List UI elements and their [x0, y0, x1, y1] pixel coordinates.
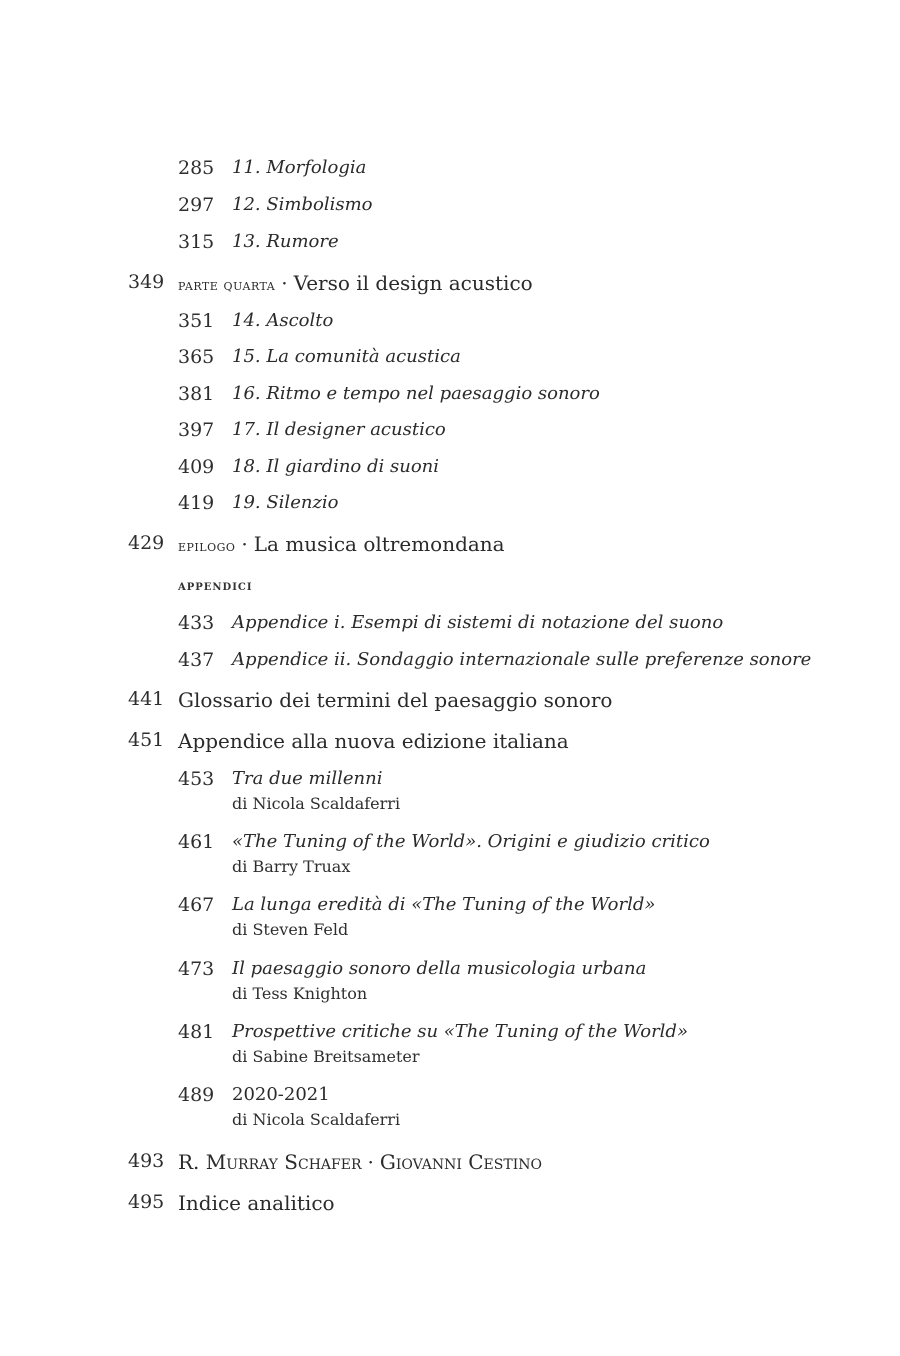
chapter-title: 13. Rumore [232, 231, 339, 252]
essay-author: di Barry Truax [232, 857, 351, 876]
page-number: 365 [178, 346, 215, 368]
essay-title: Il paesaggio sonoro della musicologia urbana [232, 958, 647, 979]
essay-title: La lunga eredità di «The Tuning of the World» [232, 894, 656, 915]
page-number: 351 [178, 310, 215, 332]
essay-author: di Nicola Scaldaferri [232, 1110, 401, 1129]
part-name: La musica oltremondana [253, 532, 505, 556]
page-number: 473 [178, 958, 215, 980]
page-number: 453 [178, 768, 215, 790]
page-number: 315 [178, 231, 215, 253]
essay-title: Tra due millenni [232, 768, 383, 789]
glossary-title: Glossario dei termini del paesaggio sonoro [178, 688, 613, 712]
page-number: 409 [178, 456, 215, 478]
page-number: 397 [178, 419, 215, 441]
new-edition-title: Appendice alla nuova edizione italiana [178, 729, 569, 753]
essay-title: 2020-2021 [232, 1084, 330, 1105]
chapter-title: 12. Simbolismo [232, 194, 373, 215]
part-label: parte quarta [178, 276, 276, 294]
chapter-title: 15. La comunità acustica [232, 346, 461, 367]
part-title [178, 271, 533, 295]
page-number: 467 [178, 894, 215, 916]
page-number: 433 [178, 612, 215, 634]
essay-title: Prospettive critiche su «The Tuning of the World» [232, 1021, 688, 1042]
chapter-title: 17. Il designer acustico [232, 419, 446, 440]
page-number: 429 [128, 532, 165, 554]
chapter-title: 18. Il giardino di suoni [232, 456, 439, 477]
essay-author: di Steven Feld [232, 920, 349, 939]
page-number: 481 [178, 1021, 215, 1043]
essay-author: di Tess Knighton [232, 984, 368, 1003]
page-number: 441 [128, 688, 165, 710]
chapter-title: 14. Ascolto [232, 310, 334, 331]
page-number: 285 [178, 157, 215, 179]
essay-title: «The Tuning of the World». Origini e giudizio critico [232, 831, 710, 852]
page-number: 349 [128, 271, 165, 293]
chapter-title: 11. Morfologia [232, 157, 367, 178]
index-title: Indice analitico [178, 1191, 335, 1215]
chapter-title: 16. Ritmo e tempo nel paesaggio sonoro [232, 383, 600, 404]
page-number: 493 [128, 1150, 165, 1172]
chapter-title: 19. Silenzio [232, 492, 339, 513]
appendix-title: Appendice i. Esempi di sistemi di notazione del suono [232, 612, 724, 633]
appendix-title: Appendice ii. Sondaggio internazionale sulle preferenze sonore [232, 649, 812, 670]
essay-author: di Sabine Breitsameter [232, 1047, 420, 1066]
page-number: 451 [128, 729, 165, 751]
page-number: 419 [178, 492, 215, 514]
page-number: 495 [128, 1191, 165, 1213]
page-number: 297 [178, 194, 215, 216]
separator: · [281, 271, 288, 295]
separator: · [241, 532, 248, 556]
author-name: R. Murray Schafer [178, 1150, 362, 1174]
essay-author: di Nicola Scaldaferri [232, 794, 401, 813]
separator: · [367, 1150, 374, 1174]
page-number: 461 [178, 831, 215, 853]
appendices-heading: appendici [178, 578, 253, 594]
part-name: Verso il design acustico [293, 271, 533, 295]
author-name: Giovanni Cestino [379, 1150, 542, 1174]
page-number: 381 [178, 383, 215, 405]
part-label: epilogo [178, 537, 236, 555]
page-number: 437 [178, 649, 215, 671]
authors-title [178, 1150, 542, 1174]
page-number: 489 [178, 1084, 215, 1106]
part-title [178, 532, 505, 556]
